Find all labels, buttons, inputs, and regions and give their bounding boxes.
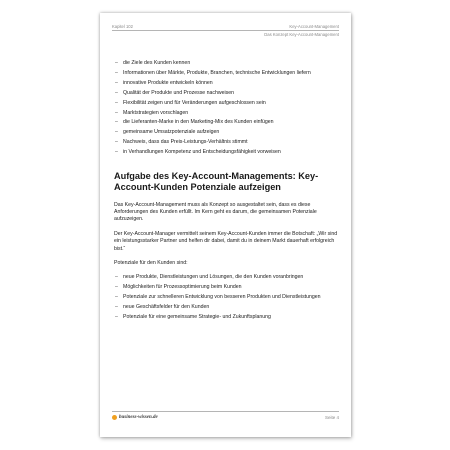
page-content: [114, 60, 339, 324]
list-item: – Möglichkeiten für Prozessoptimierung beim Kunden: [114, 284, 339, 291]
page-footer: [112, 411, 339, 423]
potentials-list: [114, 274, 339, 321]
list-item: – in Verhandlungen Kompetenz und Entscheidungsfähigkeit vorweisen: [114, 149, 339, 156]
header-chapter: Kapitel 102: [112, 24, 133, 29]
page-header: [112, 24, 339, 48]
brand-logo: [112, 415, 158, 420]
list-item: – innovative Produkte entwickeln können: [114, 80, 339, 87]
list-item: – Marktstrategien vorschlagen: [114, 110, 339, 117]
page-number: Seite 4: [324, 415, 339, 420]
list-item: – gemeinsame Umsatzpotenziale aufzeigen: [114, 129, 339, 136]
requirements-list: [114, 60, 339, 157]
paragraph-concept: Das Key-Account-Management muss als Konzept so ausgestaltet sein, dass es diese Anforderungen des Kunden erfüllt. Im Kern geht es darum, die gemeinsamen Potenziale aufzuzeigen.: [114, 201, 317, 223]
list-item: – Qualität der Produkte und Prozesse nachweisen: [114, 90, 339, 97]
list-item: – Flexibilität zeigen und für Veränderungen aufgeschlossen sein: [114, 100, 339, 107]
section-heading: Aufgabe des Key-Account-Managements: Key-Account-Kunden Potenziale aufzeigen: [114, 170, 319, 192]
list-item: – Potenziale für eine gemeinsame Strategie- und Zukunftsplanung: [114, 314, 339, 321]
list-item: – Nachweis, dass das Preis-Leistungs-Verhältnis stimmt: [114, 139, 339, 146]
footer-divider: [112, 411, 339, 412]
paragraph-potentials-intro: Potenziale für den Kunden sind:: [114, 260, 188, 266]
list-item: – die Ziele des Kunden kennen: [114, 60, 339, 67]
logo-text: business-wissen.de: [119, 415, 158, 420]
paragraph-message: Der Key-Account-Manager vermittelt seinem Key-Account-Kunden immer die Botschaft: „Wir sind ein leistungsstarker Partner und helfen dir dabei, damit du in deinem Markt dauerhaft erfolgreich bist.“: [114, 230, 338, 252]
list-item: – neue Geschäftsfelder für den Kunden: [114, 304, 339, 311]
header-subtitle: Das Konzept Key-Account-Management: [264, 31, 339, 37]
list-item: – Potenziale zur schnelleren Entwicklung von besseren Produkten und Dienstleistungen: [114, 294, 339, 301]
logo-dot-icon: [112, 415, 117, 420]
header-title: Key-Account-Management: [289, 24, 339, 29]
list-item: – neue Produkte, Dienstleistungen und Lösungen, die den Kunden voranbringen: [114, 274, 339, 281]
list-item: – die Lieferanten-Marke in den Marketing-Mix des Kunden einfügen: [114, 119, 339, 126]
document-page: [100, 13, 351, 437]
list-item: – Informationen über Märkte, Produkte, Branchen, technische Entwicklungen liefern: [114, 70, 339, 77]
